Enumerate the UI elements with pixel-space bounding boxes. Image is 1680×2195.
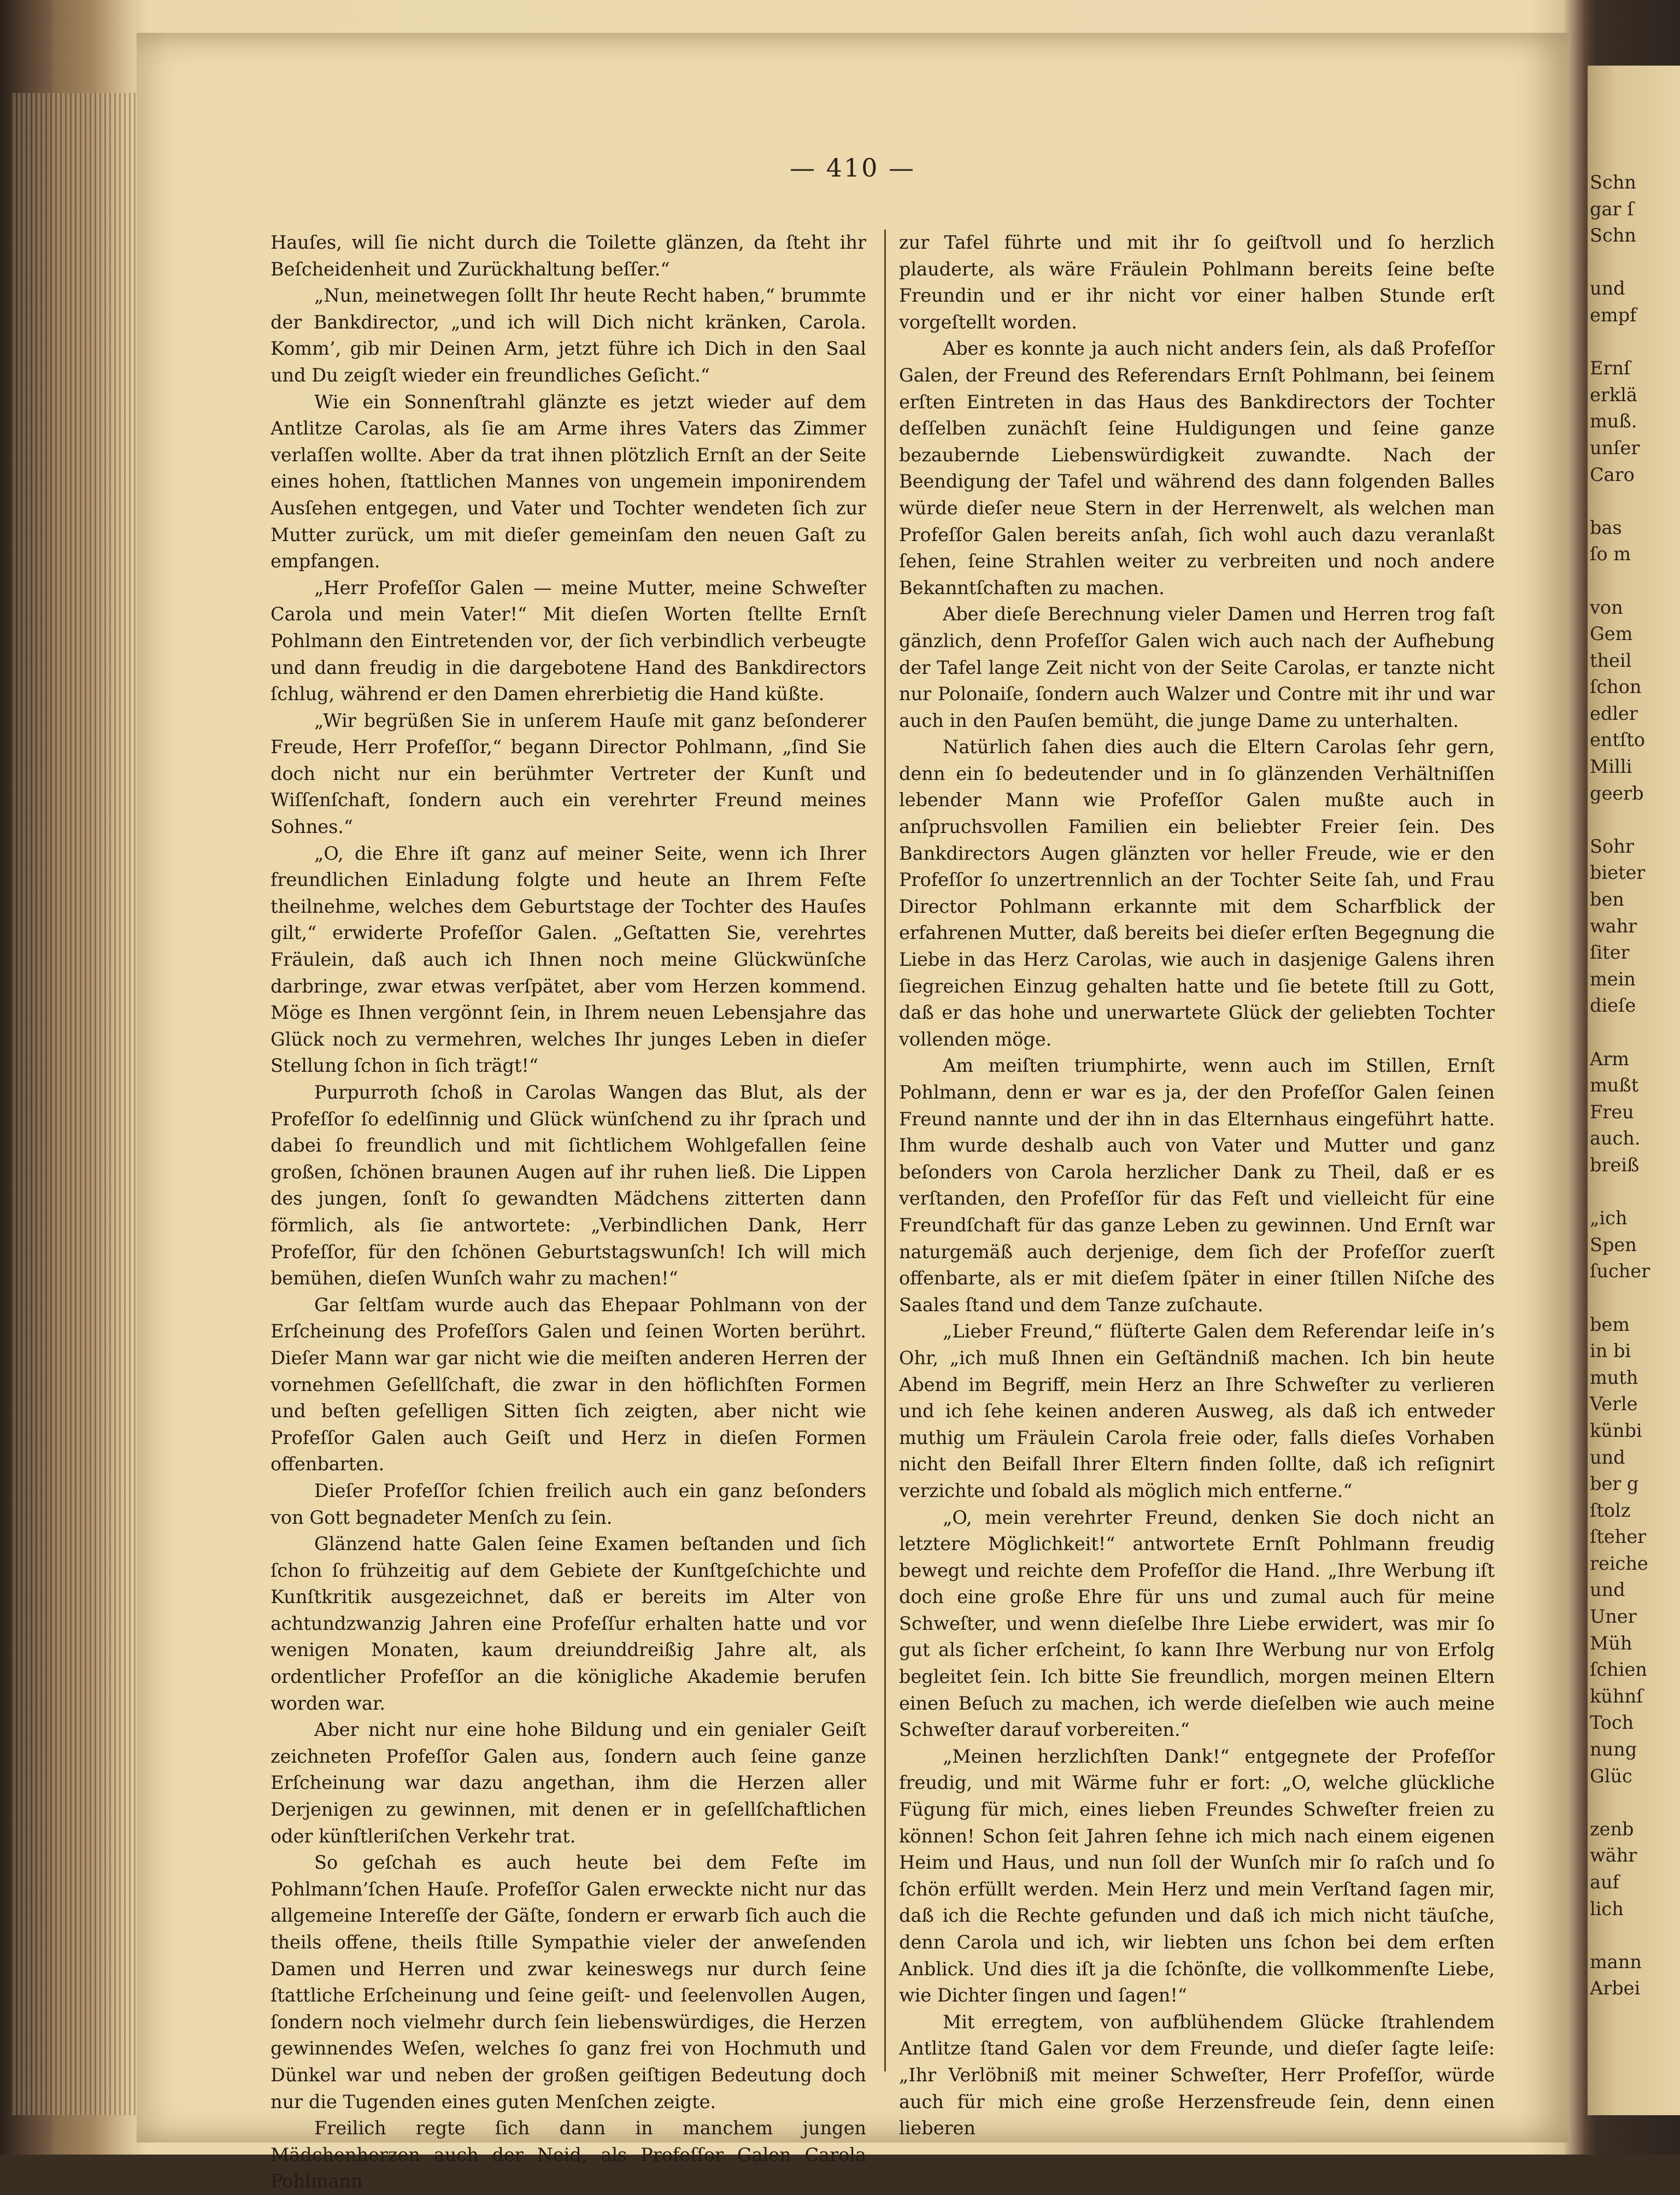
next-page-edge bbox=[1588, 66, 1680, 2115]
next-page-text-fragments: Schn gar ſ Schn und empf Ernſ erklä muß. unſer Caro bas ſo m von Gem theil ſchon edler entſto Milli geerb Sohr bieter ben wahr ſiter mein dieſe Arm mußt Freu auch. breiß „ich Spen ſucher bem in bi muth Verle künbi und ber g ſtolz ſteher reiche und Uner Müh ſchien kühnſ Toch nung Glüc zenb währ auf lich mann Arbei bbox=[1590, 172, 1650, 1999]
paragraph: „O, die Ehre iſt ganz auf meiner Seite, wenn ich Ihrer freundlichen Einladung folgte und heute an Ihrem Feſte theilnehme, welches dem Geburtstage der Tochter des Hauſes gilt,“ erwiderte Profeſſor Galen. „Geſtatten Sie, verehrtes Fräulein, daß auch ich Ihnen noch meine Glückwünſche darbringe, zwar etwas verſpätet, aber vom Herzen kommend. Möge es Ihnen vergönnt ſein, in Ihrem neuen Lebensjahre das Glück noch zu vermehren, welches Ihr junges Leben in dieſer Stellung ſchon in ſich trägt!“ bbox=[271, 842, 866, 1077]
paragraph: Hauſes, will ſie nicht durch die Toilette glänzen, da ſteht ihr Beſcheidenheit und Zurückhaltung beſſer.“ bbox=[271, 232, 866, 280]
paragraph: Wie ein Sonnenſtrahl glänzte es jetzt wieder auf dem Antlitze Carolas, als ſie am Arme ihres Vaters das Zimmer verlaſſen wollte. Aber da trat ihnen plötzlich Ernſt an der Seite eines hohen, ſtattlichen Mannes von ungemein imponirendem Ausſehen entgegen, und Vater und Tochter wendeten ſich zur Mutter zurück, um mit dieſer gemeinſam den neuen Gaſt zu empfangen. bbox=[271, 391, 866, 572]
paragraph: Aber es konnte ja auch nicht anders ſein, als daß Profeſſor Galen, der Freund des Referendars Ernſt Pohlmann, bei ſeinem erſten Eintreten in das Haus des Bankdirectors der Tochter deſſelben zunächſt ſeine Huldigungen und ſeine ganze bezaubernde Liebenswürdigkeit zuwandte. Nach der Beendigung der Tafel und während des dann folgenden Balles würde dieſer neue Stern in der Herrenwelt, als welchen man Profeſſor Galen bereits anſah, ſich wohl auch dazu veranlaßt ſehen, ſeine Strahlen weiter zu verbreiten und noch andere Bekanntſchaften zu machen. bbox=[899, 338, 1495, 598]
left-column bbox=[271, 230, 866, 2195]
paragraph: Glänzend hatte Galen ſeine Examen beſtanden und ſich ſchon ſo frühzeitig auf dem Gebiete der Kunſtgeſchichte und Kunſtkritik ausgezeichnet, daß er bereits im Alter von achtundzwanzig Jahren eine Profeſſur erhalten hatte und vor wenigen Monaten, kaum dreiunddreißig Jahre alt, als ordentlicher Profeſſor an die königliche Akademie berufen worden war. bbox=[271, 1533, 866, 1714]
page-edges bbox=[11, 93, 142, 2115]
paragraph: Mit erregtem, von aufblühendem Glücke ſtrahlendem Antlitze ſtand Galen vor dem Freunde, und dieſer ſagte leiſe: „Ihr Verlöbniß mit meiner Schweſter, Herr Profeſſor, würde auch für mich eine große Herzensfreude ſein, denn einen lieberen bbox=[899, 2011, 1495, 2139]
paragraph: Am meiſten triumphirte, wenn auch im Stillen, Ernſt Pohlmann, denn er war es ja, der den Profeſſor Galen ſeinen Freund nannte und der ihn in das Elternhaus eingeführt hatte. Ihm wurde deshalb auch von Vater und Mutter und ganz beſonders von Carola herzlicher Dank zu Theil, daß er es verſtanden, den Profeſſor für das Feſt und vielleicht für eine Freundſchaft für das ganze Leben zu gewinnen. Und Ernſt war naturgemäß auch derjenige, dem ſich der Profeſſor zuerſt offenbarte, als er mit dieſem ſpäter in einer ſtillen Niſche des Saales ſtand und dem Tanze zuſchaute. bbox=[899, 1055, 1495, 1316]
paragraph: „Nun, meinetwegen ſollt Ihr heute Recht haben,“ brummte der Bankdirector, „und ich will Dich nicht kränken, Carola. Komm’, gib mir Deinen Arm, jetzt führe ich Dich in den Saal und Du zeigſt wieder ein freundliches Geſicht.“ bbox=[271, 285, 866, 386]
paragraph: „Wir begrüßen Sie in unſerem Hauſe mit ganz beſonderer Freude, Herr Profeſſor,“ begann Director Pohlmann, „ſind Sie doch nicht nur ein berühmter Vertreter der Kunſt und Wiſſenſchaft, ſondern auch ein verehrter Freund meines Sohnes.“ bbox=[271, 709, 866, 838]
paragraph: Purpurroth ſchoß in Carolas Wangen das Blut, als der Profeſſor ſo edelſinnig und Glück wünſchend zu ihr ſprach und dabei ſo freundlich und mit ſichtlichem Wohlgefallen ſeine großen, ſchönen braunen Augen auf ihr ruhen ließ. Die Lippen des jungen, ſonſt ſo gewandten Mädchens zitterten dann förmlich, als ſie antwortete: „Verbindlichen Dank, Herr Profeſſor, für den ſchönen Geburtstagswunſch! Ich will mich bemühen, dieſen Wunſch wahr zu machen!“ bbox=[271, 1082, 866, 1289]
column-divider bbox=[884, 230, 886, 2071]
book-page bbox=[137, 33, 1569, 2192]
paragraph: Freilich regte ſich dann in manchem jungen Mädchenherzen auch der Neid, als Profeſſor Galen Carola Pohlmann bbox=[271, 2117, 866, 2192]
paragraph: Aber nicht nur eine hohe Bildung und ein genialer Geiſt zeichneten Profeſſor Galen aus, ſondern auch ſeine ganze Erſcheinung war dazu angethan, ihm die Herzen aller Derjenigen zu gewinnen, mit denen er in geſellſchaftlichen oder künſtleriſchen Verkehr trat. bbox=[271, 1719, 866, 1847]
paragraph: „Herr Profeſſor Galen — meine Mutter, meine Schweſter Carola und mein Vater!“ Mit dieſen Worten ſtellte Ernſt Pohlmann den Eintretenden vor, der ſich verbindlich verbeugte und dann freudig in die dargebotene Hand des Bankdirectors ſchlug, während er den Damen ehrerbietig die Hand küßte. bbox=[271, 577, 866, 705]
paragraph: So geſchah es auch heute bei dem Feſte im Pohlmann’ſchen Hauſe. Profeſſor Galen erweckte nicht nur das allgemeine Intereſſe der Gäſte, ſondern er erwarb ſich auch die theils offene, theils ſtille Sympathie vieler der anweſenden Damen und Herren und zwar keineswegs nur durch ſeine ſtattliche Erſcheinung und ſeine geiſt- und ſeelenvollen Augen, ſondern noch vielmehr durch ſein liebenswürdiges, die Herzen gewinnendes Weſen, welches ſo ganz frei von Hochmuth und Dünkel war und neben der großen geiſtigen Bedeutung doch nur die Tugenden eines guten Menſchen zeigte. bbox=[271, 1852, 866, 2112]
paragraph: Natürlich ſahen dies auch die Eltern Carolas ſehr gern, denn ein ſo bedeutender und in ſo glänzenden Verhältniſſen lebender Mann wie Profeſſor Galen mußte auch in anſpruchsvollen Familien ein beliebter Freier ſein. Des Bankdirectors Augen glänzten vor heller Freude, wie er den Profeſſor ſo unzertrennlich an der Tochter Seite ſah, und Frau Director Pohlmann erkannte mit dem Scharfblick der erfahrenen Mutter, daß bereits bei dieſer erſten Begegnung die Liebe in das Herz Carolas, wie auch in dasjenige Galens ihren ſiegreichen Einzug gehalten hatte und ſie betete ſtill zu Gott, daß er das hohe und unerwartete Glück der geliebten Tochter vollenden möge. bbox=[899, 736, 1495, 1050]
paragraph: Aber dieſe Berechnung vieler Damen und Herren trog faſt gänzlich, denn Profeſſor Galen wich auch nach der Aufhebung der Tafel lange Zeit nicht von der Seite Carolas, er tanzte nicht nur Polonaiſe, ſondern auch Walzer und Contre mit ihr und war auch in den Pauſen bemüht, die junge Dame zu unterhalten. bbox=[899, 603, 1495, 731]
page-number: — 410 — bbox=[789, 153, 916, 183]
right-column bbox=[899, 230, 1495, 2142]
paragraph: „Meinen herzlichſten Dank!“ entgegnete der Profeſſor freudig, und mit Wärme fuhr er fort: „O, welche glückliche Fügung für mich, eines lieben Freundes Schweſter freien zu können! Schon ſeit Jahren ſehne ich mich nach einem eigenen Heim und Haus, und nun ſoll der Wunſch mir ſo raſch und ſo ſchön erfüllt werden. Mein Herz und mein Verſtand ſagen mir, daß ich die Rechte gefunden und daß ich mich nicht täuſche, denn Carola und ich, wir liebten uns ſchon bei dem erſten Anblick. Und dies iſt ja die ſchönſte, die vollkommenſte Liebe, wie Dichter ſingen und ſagen!“ bbox=[899, 1745, 1495, 2006]
paragraph: Gar ſeltſam wurde auch das Ehepaar Pohlmann von der Erſcheinung des Profeſſors Galen und ſeinen Worten berührt. Dieſer Mann war gar nicht wie die meiſten anderen Herren der vornehmen Geſellſchaft, die zwar in den höflichſten Formen und beſten geſelligen Sitten ſich zeigten, aber nicht wie Profeſſor Galen auch Geiſt und Herz in dieſen Formen offenbarten. bbox=[271, 1294, 866, 1475]
paragraph: „Lieber Freund,“ flüſterte Galen dem Referendar leiſe in’s Ohr, „ich muß Ihnen ein Geſtändniß machen. Ich bin heute Abend im Begriff, mein Herz an Ihre Schweſter zu verlieren und ich ſehe keinen anderen Ausweg, als daß ich entweder muthig um Fräulein Carola freie oder, falls dieſes Vorhaben nicht den Beifall Ihrer Eltern finden ſollte, daß ich reſignirt verzichte und ſobald als möglich mich entferne.“ bbox=[899, 1320, 1495, 1501]
paragraph: zur Tafel führte und mit ihr ſo geiſtvoll und ſo herzlich plauderte, als wäre Fräulein Pohlmann bereits ſeine beſte Freundin und er ihr nicht vor einer halben Stunde erſt vorgeſtellt worden. bbox=[899, 232, 1495, 333]
paragraph: Dieſer Profeſſor ſchien freilich auch ein ganz beſonders von Gott begnadeter Menſch zu ſein. bbox=[271, 1480, 866, 1528]
paragraph: „O, mein verehrter Freund, denken Sie doch nicht an letztere Möglichkeit!“ antwortete Ernſt Pohlmann freudig bewegt und reichte dem Profeſſor die Hand. „Ihre Werbung iſt doch eine große Ehre für uns und zumal auch für meine Schweſter, und wenn dieſelbe Ihre Liebe erwidert, was mir ſo gut als ſicher erſcheint, ſo kann Ihre Werbung nur von Erfolg begleitet ſein. Ich bitte Sie freundlich, morgen meinen Eltern einen Beſuch zu machen, ich werde dieſelben wie auch meine Schweſter darauf vorbereiten.“ bbox=[899, 1506, 1495, 1741]
